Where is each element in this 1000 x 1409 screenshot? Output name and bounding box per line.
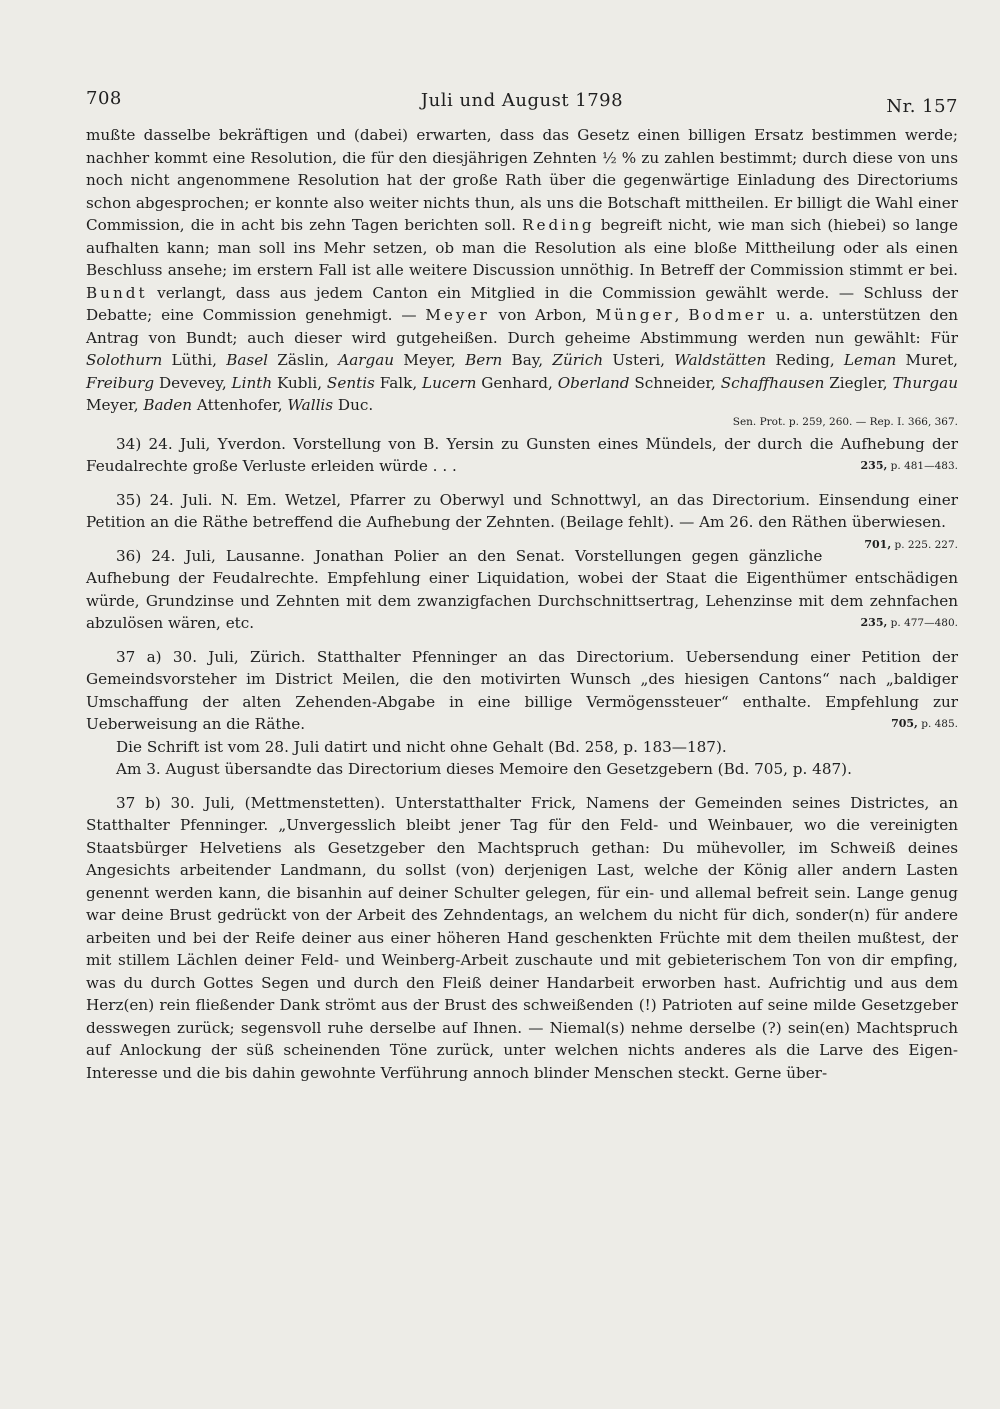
document-number: Nr. 157	[886, 96, 958, 117]
name-bundt: Bundt	[86, 283, 148, 302]
name-meyer: Meyer	[425, 306, 490, 324]
entry-37a-note-1: Die Schrift ist vom 28. Juli datirt und nicht ohne Gehalt (Bd. 258, p. 183—187).	[116, 737, 727, 756]
entry-34: 34) 24. Juli, Yverdon. Vorstellung von B. Yersin zu Gunsten eines Mündels, der durch die Aufhebung der Feudalrechte große Verluste erleiden würde . . . 235, p. 481—483.	[86, 433, 958, 478]
entry-37a-reference: 705, p. 485.	[891, 717, 958, 730]
running-title: Juli und August 1798	[420, 90, 624, 111]
name-muenger: Münger	[595, 306, 675, 324]
entry-35-reference: 701, p. 225. 227.	[864, 537, 958, 551]
entry-36: 36) 24. Juli, Lausanne. Jonathan Polier an den Senat. Vorstellungen gegen gänzliche Aufhebung der Feudalrechte. Empfehlung einer Liquidation, wobei der Staat die Eigenthümer entschädigen würde, Grundzinse und Zehnten mit dem zwanzigfachen Durchschnittsertrag, Lehenzinse mit dem zehnfachen abzulösen wären, etc. 235, p. 477—480.	[86, 545, 958, 635]
name-bodmer: Bodmer	[688, 306, 768, 324]
main-text	[86, 124, 958, 1084]
paragraph-continuation: mußte dasselbe bekräftigen und (dabei) erwarten, dass das Gesetz einen billigen Ersatz bestimmen werde; nachher kommt eine Resolution, die für den diesjährigen Zehnten ½ % zu zahlen bestimmt; durch diese von uns noch nicht angenommene Resolution hat der große Rath über die gegenwärtige Einladung des Directoriums schon abgesprochen; er konnte also weiter nichts thun, als uns die Botschaft mittheilen. Er billigt die Wahl einer Commission, die in acht bis zehn Tagen berichten soll. Reding begreift nicht, wie man sich (hiebei) so lange aufhalten kann; man soll ins Mehr setzen, ob man die Resolution als eine bloße Mittheilung oder als einen Beschluss ansehe; im erstern Fall ist alle weitere Discussion unnöthig. In Betreff der Commission stimmt er bei. Bundt verlangt, dass aus jedem Canton ein Mitglied in die Commission gewählt werde. — Schluss der Debatte; eine Commission genehmigt. — Meyer von Arbon, Münger, Bodmer u. a. unterstützen den Antrag von Bundt; auch dieser wird gutgeheißen. Durch geheime Abstimmung werden nun gewählt: Für Solothurn Lüthi, Basel Zäslin, Aargau Meyer, Bern Bay, Zürich Usteri, Waldstätten Reding, Leman Muret, Freiburg Devevey, Linth Kubli, Sentis Falk, Lucern Genhard, Oberland Schneider, Schaffhausen Ziegler, Thurgau Meyer, Baden Attenhofer, Wallis Duc.	[86, 126, 958, 414]
source-reference: Sen. Prot. p. 259, 260. — Rep. I. 366, 367.	[732, 415, 958, 428]
name-reding: Reding	[522, 216, 595, 234]
running-header	[86, 88, 958, 117]
entry-34-reference: 235, p. 481—483.	[860, 459, 958, 472]
page-number: 708	[86, 88, 122, 109]
entry-37a-note-2: Am 3. August übersandte das Directorium dieses Memoire den Gesetzgebern (Bd. 705, p. 487).	[116, 760, 852, 778]
entry-37a: 37 a) 30. Juli, Zürich. Statthalter Pfenninger an das Directorium. Uebersendung einer Petition der Gemeindsvorsteher im District Meilen, die den motivirten Wunsch „des hiesigen Cantons“ nach „baldiger Umschaffung der alten Zehenden-Abgabe in eine billige Vermögenssteuer“ enthalte. Empfehlung zur Ueberweisung an die Räthe. 705, p. 485.	[86, 646, 958, 736]
entry-37b: 37 b) 30. Juli, (Mettmenstetten). Unterstatthalter Frick, Namens der Gemeinden seines Districtes, an Statthalter Pfenninger. „Unvergesslich bleibt jener Tag für den Feld- und Weinbauer, wo die vereinigten Staatsbürger Helvetiens als Gesetzgeber den Machtspruch gethan: Du mühevoller, im Schweiß deines Angesichts arbeitender Landmann, du sollst (von) derjenigen Last, welche der König aller andern Lasten genennt werden kann, die bisanhin auf deiner Schulter gelegen, für ein- und allemal befreit sein. Lange genug war deine Brust gedrückt von der Arbeit des Zehndentags, an welchem du nicht für dich, sonder(n) für andere arbeiten und bei der Reife deiner aus einer höheren Hand geschenkten Früchte mit dem theilen mußtest, der mit stillem Lächlen deiner Feld- und Weinberg-Arbeit zuschaute und mit gebieterischem Ton von dir empfing, was du durch Gottes Segen und durch den Fleiß deiner Handarbeit erworben hast. Aufrichtig und aus dem Herz(en) rein fließender Dank strömt aus der Brust des schweißenden (!) Patrioten auf seine milde Gesetzgeber desswegen zurück; segensvoll ruhe derselbe auf Ihnen. — Niemal(s) nehme derselbe (?) sein(en) Machtspruch auf Anlockung der süß scheinenden Töne zurück, unter welchen nichts anderes als die Larve des Eigen-Interesse und die bis dahin gewohnte Verführung annoch blinder Menschen steckt. Gerne über-	[86, 793, 958, 1082]
entry-35: 35) 24. Juli. N. Em. Wetzel, Pfarrer zu Oberwyl und Schnottwyl, an das Directorium. Einsendung einer Petition an die Räthe betreffend die Aufhebung der Zehnten. (Beilage fehlt). — Am 26. den Räthen überwiesen. 701, p. 225. 227.	[86, 489, 958, 534]
entry-36-reference: 235, p. 477—480.	[860, 616, 958, 629]
